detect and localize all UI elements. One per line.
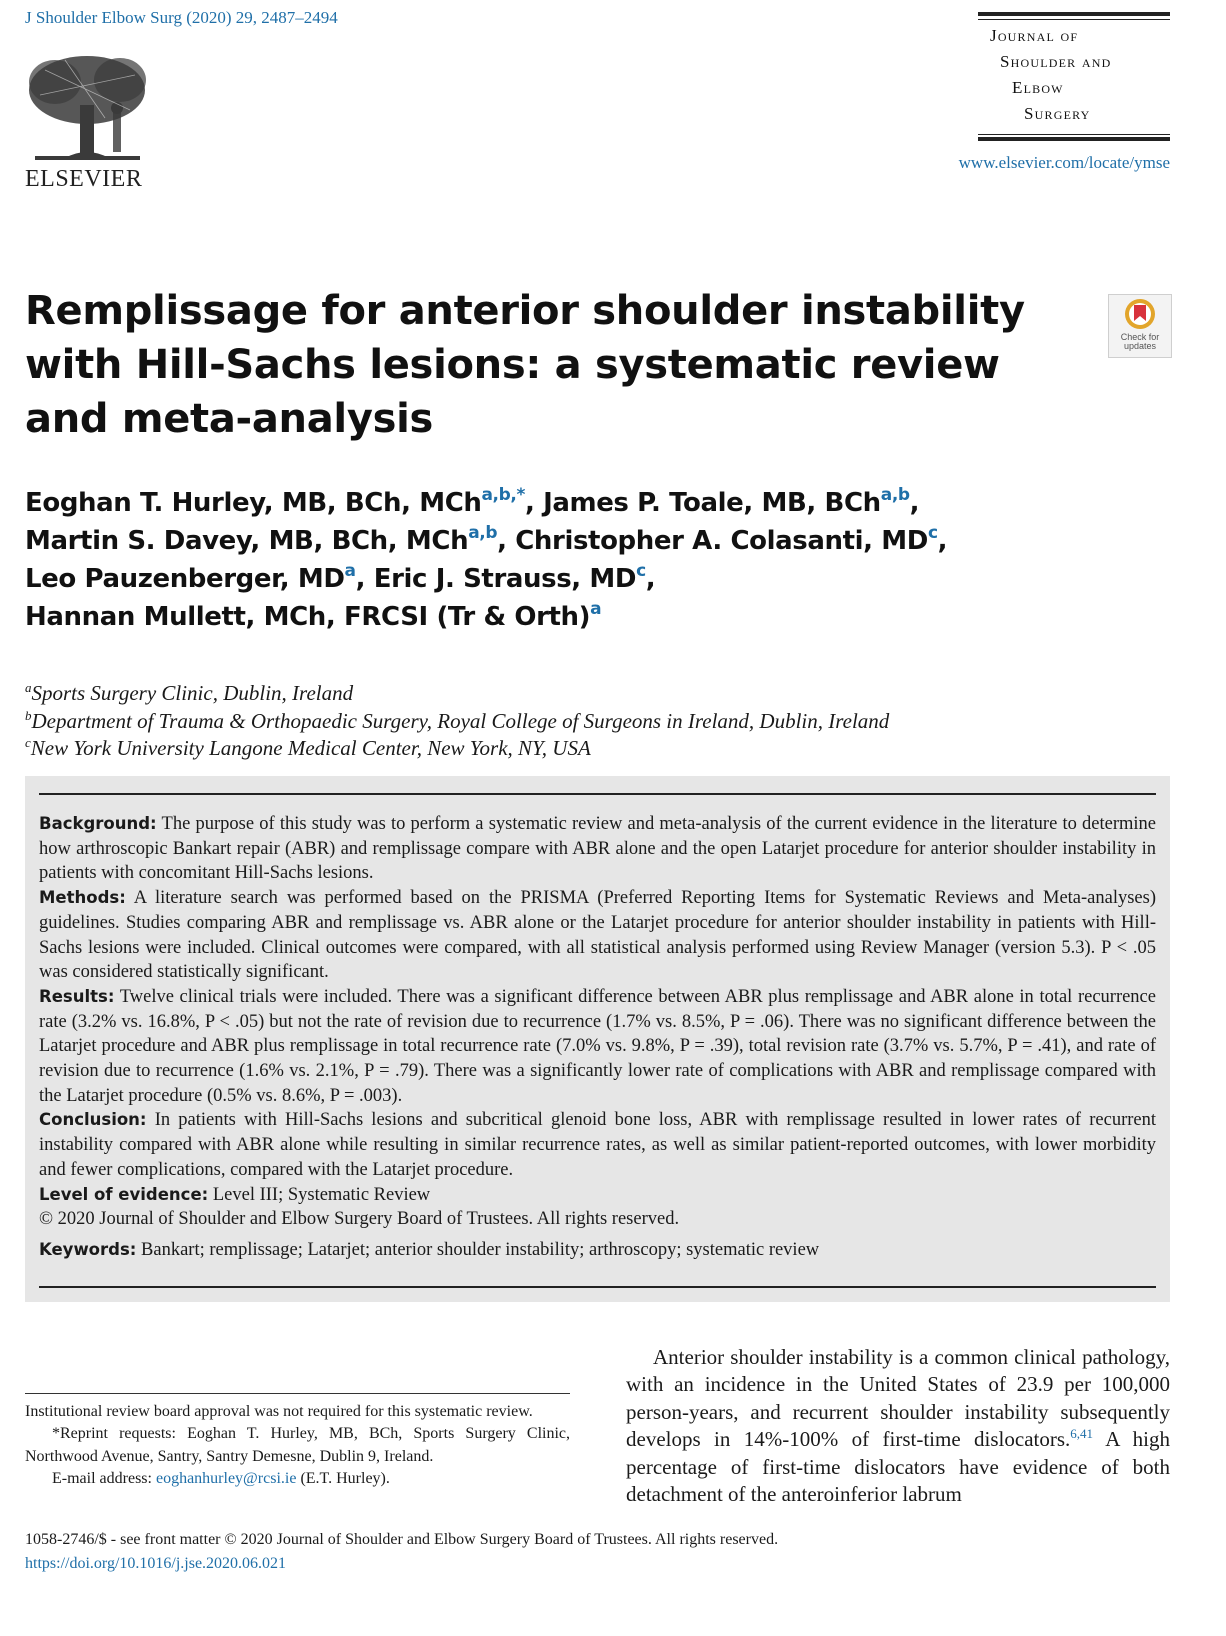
abstract-results — [39, 985, 1156, 1109]
publisher-name: ELSEVIER — [25, 166, 143, 192]
keywords-text: Bankart; remplissage; Latarjet; anterior shoulder instability; arthroscopy; systematic review — [141, 1239, 820, 1260]
abstract-body — [39, 812, 1156, 1263]
abstract-heading: Methods: — [39, 888, 126, 908]
article-title: Remplissage for anterior shoulder instability with Hill-Sachs lesions: a systematic review and meta-analysis — [25, 288, 1025, 442]
affiliation-mark: b — [25, 707, 32, 723]
author-name[interactable]: Martin S. Davey, MB, BCh, MCh — [25, 526, 469, 556]
email-suffix: (E.T. Hurley). — [300, 1470, 390, 1488]
journal-url-link[interactable]: www.elsevier.com/locate/ymse — [958, 153, 1170, 172]
body-paragraph — [626, 1344, 1170, 1508]
affiliation-item — [25, 735, 889, 763]
author-name[interactable]: Christopher A. Colasanti, MD — [515, 526, 928, 556]
abstract-text: In patients with Hill-Sachs lesions and subcritical glenoid bone loss, ABR with remplissage resulted in lower rates of recurrent instability compared with ABR alone while resulting in similar recurrence rates, as well as similar patient-reported outcomes, with lower morbidity and fewer complications, compared with the Latarjet procedure. — [39, 1110, 1157, 1180]
abstract-text: Twelve clinical trials were included. There was a significant difference between ABR plus remplissage and ABR alone in total recurrence rate (3.2% vs. 16.8%, P < .05) but not the rate of revision due to recurrence (1.7% vs. 8.5%, P = .06). There was no significant difference between the Latarjet procedure and ABR plus remplissage in total recurrence rate (7.0% vs. 9.8%, P = .39), total revision rate (3.7% vs. 5.7%, P = .41), and rate of revision due to recurrence (1.6% vs. 2.1%, P = .79). There was a significantly lower rate of complications with ABR and remplissage compared with the Latarjet procedure (0.5% vs. 8.6%, P = .003). — [39, 986, 1156, 1106]
author-line-1 — [25, 484, 1175, 522]
author-line-4 — [25, 598, 1175, 636]
footnote-email — [25, 1468, 570, 1490]
author-affiliation-marker[interactable]: a,b — [880, 485, 910, 505]
footnote-reprint: *Reprint requests: Eoghan T. Hurley, MB, BCh, Sports Surgery Clinic, Northwood Avenue, Santry, Santry Demesne, Dublin 9, Ireland. — [25, 1425, 570, 1465]
abstract-heading: Background: — [39, 814, 157, 833]
body-text: Anterior shoulder instability is a common clinical pathology, with an incidence in the United States of 23.9 per 100,000 person-years, and recurrent shoulder instability subsequently develops in 14%-100% of first-time dislocators. — [626, 1345, 1170, 1452]
author-name[interactable]: Hannan Mullett, MCh, FRCSI (Tr & Orth) — [25, 602, 591, 632]
abstract-heading: Results: — [39, 986, 115, 1006]
front-matter-line: 1058-2746/$ - see front matter © 2020 Journal of Shoulder and Elbow Surgery Board of Trustees. All rights reserved. — [25, 1531, 779, 1548]
author-separator: , — [355, 564, 374, 594]
abstract-level — [39, 1183, 1156, 1208]
abstract-background — [39, 812, 1156, 886]
email-link[interactable]: eoghanhurley@rcsi.ie — [155, 1470, 297, 1488]
author-list — [25, 484, 1175, 636]
author-line-3 — [25, 560, 1175, 598]
journal-line-2: Shoulder and — [1000, 52, 1112, 71]
author-name[interactable]: Leo Pauzenberger, MD — [25, 564, 345, 594]
journal-citation: J Shoulder Elbow Surg (2020) 29, 2487–2494 — [25, 8, 338, 27]
front-matter — [25, 1528, 778, 1576]
email-label: E-mail address: — [52, 1470, 152, 1488]
body-text: A high percentage of first-time dislocators have evidence of both detachment of the anteroinferior labrum — [626, 1427, 1170, 1507]
check-for-updates-button[interactable] — [1108, 294, 1172, 358]
author-affiliation-marker[interactable]: a — [590, 599, 602, 619]
affiliation-text: Department of Trauma & Orthopaedic Surgery, Royal College of Surgeons in Ireland, Dublin, Ireland — [31, 708, 890, 733]
abstract-keywords — [39, 1238, 1156, 1263]
affiliation-item — [25, 680, 889, 708]
journal-line-3: Elbow — [1012, 78, 1064, 97]
affiliation-text: Sports Surgery Clinic, Dublin, Ireland — [31, 681, 354, 705]
author-affiliation-marker[interactable]: a,b,* — [481, 485, 525, 505]
author-affiliation-marker[interactable]: c — [927, 523, 938, 543]
body-text-column — [626, 1344, 1170, 1508]
author-affiliation-marker[interactable]: a — [344, 561, 356, 581]
author-affiliation-marker[interactable]: a,b — [468, 523, 498, 543]
abstract-methods — [39, 886, 1156, 985]
affiliations — [25, 680, 889, 763]
affiliation-mark: a — [25, 680, 32, 695]
author-name[interactable]: Eric J. Strauss, MD — [373, 564, 637, 594]
author-separator: , — [645, 564, 656, 594]
footnote-irb: Institutional review board approval was not required for this systematic review. — [25, 1403, 533, 1420]
author-affiliation-marker[interactable]: c — [636, 561, 646, 581]
author-separator: , — [909, 488, 920, 518]
footnotes — [25, 1401, 570, 1491]
abstract-box — [25, 776, 1170, 1302]
abstract-text: The purpose of this study was to perform a systematic review and meta-analysis of the current evidence in the literature to determine how arthroscopic Bankart repair (ABR) and remplissage compare with ABR alone and the open Latarjet procedure for anterior shoulder instability in patients with concomitant Hill-Sachs lesions. — [39, 814, 1156, 884]
affiliation-item — [25, 708, 889, 736]
journal-line-4: Surgery — [1024, 104, 1091, 123]
abstract-conclusion — [39, 1108, 1156, 1182]
check-updates-label: Check for updates — [1120, 332, 1160, 351]
author-line-2 — [25, 522, 1175, 560]
affiliation-text: New York University Langone Medical Center, New York, NY, USA — [30, 736, 591, 760]
check-updates-icon — [1109, 295, 1171, 335]
author-separator: , — [524, 488, 544, 518]
abstract-text: Level III; Systematic Review — [212, 1184, 431, 1205]
abstract-heading: Keywords: — [39, 1239, 137, 1259]
author-name[interactable]: Eoghan T. Hurley, MB, BCh, MCh — [25, 488, 482, 518]
author-separator: , — [937, 526, 948, 556]
abstract-heading: Level of evidence: — [39, 1184, 209, 1204]
affiliation-mark: c — [25, 735, 31, 750]
abstract-copyright: © 2020 Journal of Shoulder and Elbow Surgery Board of Trustees. All rights reserved. — [39, 1209, 680, 1230]
journal-line-1: Journal of — [990, 26, 1079, 45]
doi-link[interactable]: https://doi.org/10.1016/j.jse.2020.06.021 — [25, 1555, 287, 1572]
reference-link[interactable]: 6,41 — [1070, 1426, 1094, 1442]
author-name[interactable]: James P. Toale, MB, BCh — [543, 488, 881, 518]
abstract-text: A literature search was performed based on the PRISMA (Preferred Reporting Items for Systematic Reviews and Meta-analyses) guidelines. Studies comparing ABR and remplissage vs. ABR alone or the Latarjet procedure for anterior shoulder instability in patients with Hill-Sachs lesions were included. Clinical outcomes were compared, with all statistical analysis performed using Review Manager (version 5.3). P < .05 was considered statistically significant. — [39, 888, 1156, 983]
author-separator: , — [497, 526, 516, 556]
journal-wordmark — [978, 12, 1170, 142]
abstract-heading: Conclusion: — [39, 1110, 147, 1130]
footnote-divider — [25, 1393, 570, 1394]
